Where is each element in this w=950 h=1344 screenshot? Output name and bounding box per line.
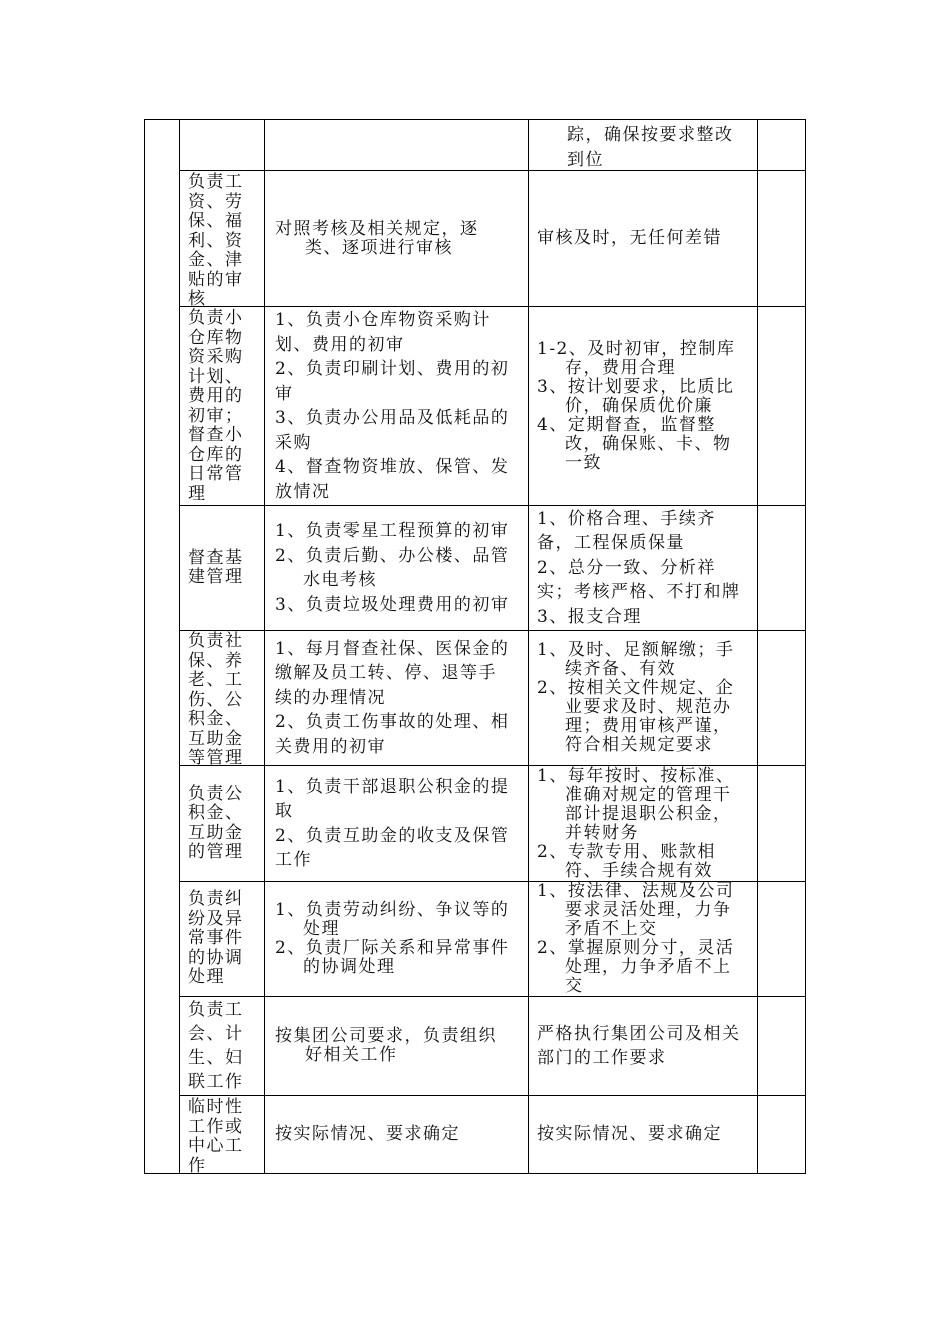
dept-text-line: 日常管 bbox=[188, 464, 244, 484]
standard-text-line: 2、按相关文件规定、企 bbox=[537, 678, 735, 698]
dept-text-line: 等管理 bbox=[188, 748, 244, 768]
content-text-line: 1、负责小仓库物资采购计 bbox=[275, 310, 491, 330]
dept-text-line: 仓库物 bbox=[188, 327, 244, 348]
standard-text-line: 并转财务 bbox=[565, 822, 639, 843]
standard-cell bbox=[529, 120, 757, 170]
standard-text-line: 矛盾不上交 bbox=[565, 919, 658, 939]
content-text-line: 2、负责后勤、办公楼、品管 bbox=[275, 545, 510, 566]
dept-text-line: 费用的 bbox=[188, 386, 244, 406]
standard-text-line: 理；费用审核严谨， bbox=[565, 716, 732, 736]
dept-text-line: 生、妇 bbox=[188, 1048, 244, 1068]
content-text-line: 工作 bbox=[275, 850, 312, 870]
standard-text-line: 存，费用合理 bbox=[565, 357, 676, 378]
dept-text-line: 保、养 bbox=[188, 650, 244, 671]
content-text-line: 好相关工作 bbox=[305, 1045, 398, 1065]
content-cell bbox=[265, 766, 528, 881]
dept-text-line: 的管理 bbox=[188, 842, 244, 862]
content-text-line: 处理 bbox=[303, 919, 340, 939]
content-text-line: 的协调处理 bbox=[303, 957, 396, 977]
standard-text-line: 2、专款专用、账款相 bbox=[537, 841, 716, 862]
content-text-line: 采购 bbox=[275, 432, 312, 453]
content-cell bbox=[265, 882, 528, 996]
standard-text-line: 一致 bbox=[565, 452, 602, 473]
dept-text-line: 积金、 bbox=[188, 803, 244, 823]
content-text-line: 1、负责劳动纠纷、争议等的 bbox=[275, 900, 510, 920]
standard-text-line: 1-2、及时初审，控制库 bbox=[537, 338, 736, 359]
standard-text-line: 4、定期督查，监督整 bbox=[537, 414, 716, 435]
dept-cell bbox=[180, 882, 264, 996]
standard-text-line: 1、按法律、法规及公司 bbox=[537, 881, 735, 901]
dept-text-line: 计划、 bbox=[188, 366, 244, 387]
standard-cell bbox=[529, 766, 757, 881]
dept-text-line: 建管理 bbox=[188, 567, 244, 587]
standard-text-line: 按实际情况、要求确定 bbox=[537, 1124, 722, 1145]
dept-text-line: 负责工 bbox=[188, 1000, 244, 1020]
standard-text-line: 价，确保质优价廉 bbox=[565, 395, 713, 416]
dept-cell bbox=[180, 997, 264, 1095]
dept-text-line: 的协调 bbox=[188, 947, 244, 968]
content-text-line: 关费用的初审 bbox=[275, 736, 386, 757]
dept-text-line: 老、工 bbox=[188, 670, 244, 690]
content-text-line: 水电考核 bbox=[303, 570, 377, 590]
responsibility-table bbox=[144, 119, 806, 1174]
standard-text-line: 部计提退职公积金， bbox=[565, 803, 732, 824]
content-cell bbox=[265, 1096, 528, 1173]
standard-cell bbox=[529, 506, 757, 630]
content-cell bbox=[265, 307, 528, 505]
dept-cell bbox=[180, 171, 264, 309]
dept-text-line: 贴的审 bbox=[188, 269, 244, 290]
content-text-line: 取 bbox=[275, 801, 294, 821]
standard-text-line: 改，确保账、卡、物 bbox=[565, 433, 732, 454]
dept-text-line: 仓库的 bbox=[188, 444, 244, 465]
content-cell bbox=[265, 171, 528, 306]
dept-text-line: 工作或 bbox=[188, 1116, 244, 1137]
standard-text-line: 准确对规定的管理干 bbox=[565, 784, 732, 805]
content-cell bbox=[265, 631, 528, 765]
content-text-line: 类、逐项进行审核 bbox=[305, 237, 453, 258]
dept-text-line: 资采购 bbox=[188, 347, 244, 367]
standard-cell bbox=[529, 997, 757, 1095]
dept-cell bbox=[180, 506, 264, 630]
dept-text-line: 伤、公 bbox=[188, 689, 244, 710]
content-text-line: 缴解及员工转、停、退等手 bbox=[275, 663, 497, 684]
dept-cell bbox=[180, 307, 264, 505]
dept-text-line: 处理 bbox=[188, 967, 225, 988]
dept-text-line: 积金、 bbox=[188, 709, 244, 729]
dept-text-line: 负责小 bbox=[188, 308, 244, 328]
content-cell bbox=[265, 997, 528, 1095]
dept-text-line: 互助金 bbox=[188, 822, 244, 843]
dept-cell bbox=[180, 766, 264, 881]
dept-text-line: 金、津 bbox=[188, 250, 244, 270]
content-text-line: 2、负责工伤事故的处理、相 bbox=[275, 712, 510, 733]
content-text-line: 划、费用的初审 bbox=[275, 334, 405, 355]
standard-text-line: 处理，力争矛盾不上 bbox=[565, 957, 732, 977]
standard-cell bbox=[529, 1096, 757, 1173]
standard-text-line: 交 bbox=[565, 976, 584, 996]
dept-text-line: 保、福 bbox=[188, 211, 244, 231]
dept-text-line: 资、劳 bbox=[188, 191, 244, 212]
dept-text-line: 利、资 bbox=[188, 230, 244, 251]
dept-cell bbox=[180, 631, 264, 768]
standard-text-line: 2、总分一致、分析祥 bbox=[537, 557, 716, 578]
standard-text-line: 1、及时、足额解缴；手 bbox=[537, 640, 735, 660]
table-border-right bbox=[805, 119, 806, 1174]
content-text-line: 1、负责零星工程预算的初审 bbox=[275, 521, 510, 541]
dept-text-line: 负责纠 bbox=[188, 889, 244, 910]
column-divider bbox=[757, 119, 758, 1174]
content-text-line: 对照考核及相关规定，逐 bbox=[275, 218, 479, 239]
standard-text-line: 1、价格合理、手续齐 bbox=[537, 508, 716, 529]
standard-text-line: 1、每年按时、按标准、 bbox=[537, 765, 735, 786]
dept-text-line: 初审； bbox=[188, 405, 244, 426]
content-text-line: 4、督查物资堆放、保管、发 bbox=[275, 457, 510, 477]
dept-text-line: 临时性 bbox=[188, 1097, 244, 1117]
content-text-line: 放情况 bbox=[275, 481, 331, 502]
content-text-line: 续的办理情况 bbox=[275, 687, 386, 708]
content-text-line: 1、负责干部退职公积金的提 bbox=[275, 776, 510, 797]
standard-text-line: 备，工程保质保量 bbox=[537, 533, 685, 554]
dept-text-line: 负责工 bbox=[188, 172, 244, 192]
dept-text-line: 理 bbox=[188, 483, 207, 504]
standard-cell bbox=[529, 882, 757, 996]
dept-text-line: 负责社 bbox=[188, 631, 244, 651]
content-text-line: 3、负责办公用品及低耗品的 bbox=[275, 408, 510, 428]
standard-text-line: 要求灵活处理，力争 bbox=[565, 900, 732, 920]
dept-text-line: 负责公 bbox=[188, 783, 244, 804]
dept-text-line: 中心工 bbox=[188, 1136, 244, 1156]
standard-text-line: 3、按计划要求，比质比 bbox=[537, 376, 735, 397]
standard-text-line: 实；考核严格、不打和牌 bbox=[537, 582, 741, 603]
dept-text-line: 督查基 bbox=[188, 547, 244, 568]
dept-text-line: 联工作 bbox=[188, 1072, 244, 1092]
standard-text-line: 3、报支合理 bbox=[537, 606, 642, 627]
table-border-left bbox=[144, 119, 145, 1174]
dept-cell bbox=[180, 1096, 264, 1176]
standard-text-line: 符、手续合规有效 bbox=[565, 860, 713, 881]
dept-text-line: 核 bbox=[188, 289, 207, 309]
standard-text-line: 续齐备、有效 bbox=[565, 659, 676, 679]
standard-text-line: 踪，确保按要求整改 bbox=[567, 125, 734, 145]
content-cell bbox=[265, 506, 528, 630]
content-text-line: 3、负责垃圾处理费用的初审 bbox=[275, 594, 510, 615]
dept-text-line: 督查小 bbox=[188, 425, 244, 445]
dept-text-line: 作 bbox=[188, 1155, 207, 1176]
standard-text-line: 2、掌握原则分寸，灵活 bbox=[537, 938, 735, 958]
standard-text-line: 严格执行集团公司及相关 bbox=[537, 1023, 741, 1044]
standard-cell bbox=[529, 307, 757, 505]
standard-text-line: 部门的工作要求 bbox=[537, 1048, 667, 1068]
dept-text-line: 互助金 bbox=[188, 728, 244, 749]
standard-text-line: 审核及时，无任何差错 bbox=[537, 228, 722, 249]
standard-cell bbox=[529, 631, 757, 765]
dept-text-line: 纷及异 bbox=[188, 908, 244, 929]
dept-text-line: 会、计 bbox=[188, 1024, 244, 1044]
content-text-line: 2、负责互助金的收支及保管 bbox=[275, 825, 510, 846]
content-text-line: 审 bbox=[275, 383, 294, 404]
content-text-line: 按实际情况、要求确定 bbox=[275, 1124, 460, 1145]
standard-text-line: 到位 bbox=[567, 149, 604, 170]
dept-text-line: 常事件 bbox=[188, 928, 244, 949]
standard-text-line: 符合相关规定要求 bbox=[565, 735, 713, 755]
standard-text-line: 业要求及时、规范办 bbox=[565, 697, 732, 717]
content-text-line: 2、负责印刷计划、费用的初 bbox=[275, 359, 510, 379]
content-text-line: 2、负责厂际关系和异常事件 bbox=[275, 938, 510, 958]
content-text-line: 按集团公司要求，负责组织 bbox=[275, 1026, 497, 1046]
content-text-line: 1、每月督查社保、医保金的 bbox=[275, 638, 510, 659]
standard-cell bbox=[529, 171, 757, 306]
